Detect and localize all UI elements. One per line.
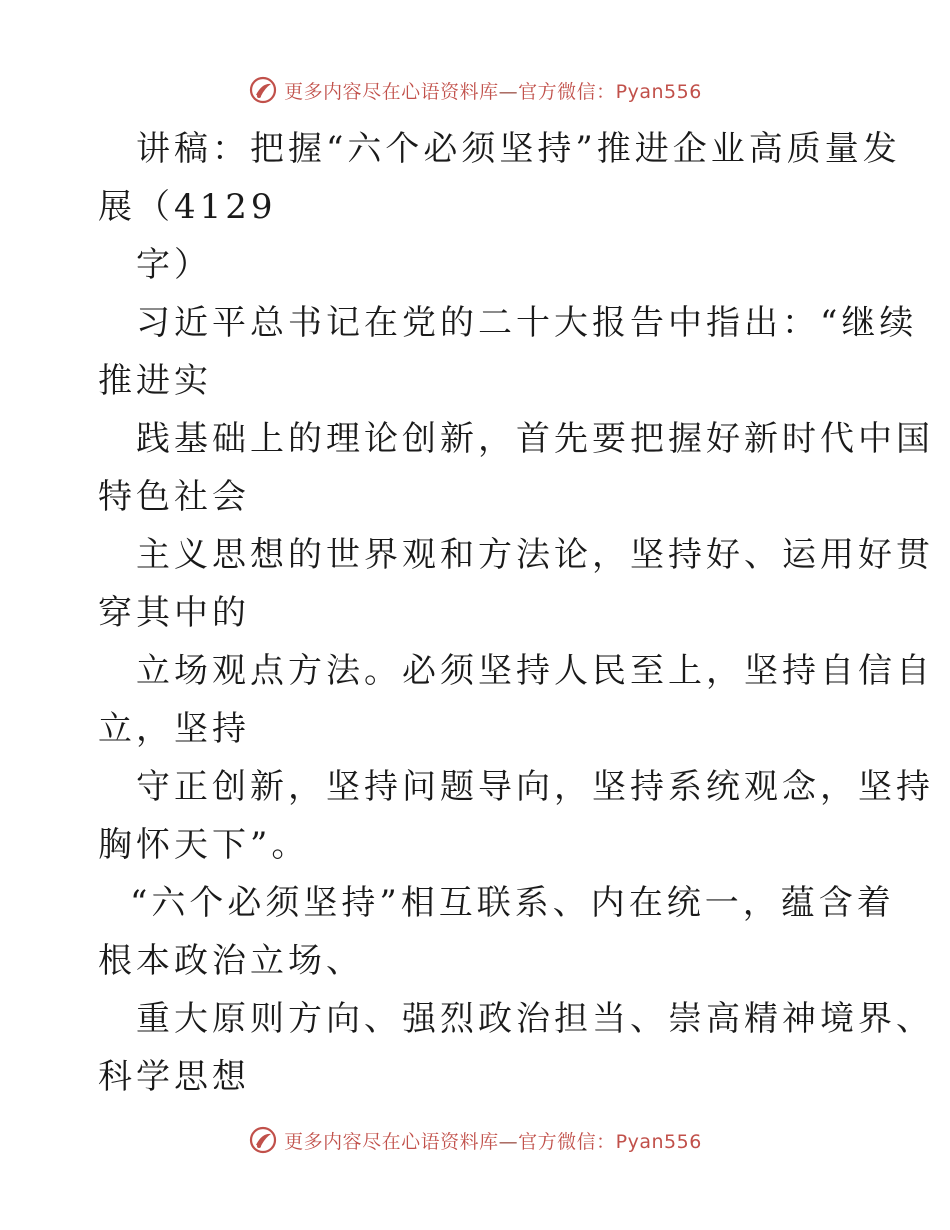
document-body (98, 120, 934, 1106)
body-line: 立场观点方法。必须坚持人民至上，坚持自信自 (136, 651, 934, 691)
title-line-3: 字） (136, 245, 212, 285)
ink-pen-seal-icon (248, 75, 278, 105)
watermark-text: 更多内容尽在心语资料库—官方微信：Pyan556 (284, 1130, 702, 1153)
body-line: 习近平总书记在党的二十大报告中指出：“继续 (136, 303, 918, 343)
body-line: “六个必须坚持”相互联系、内在统一，蕴含着 (130, 883, 895, 923)
body-line: 特色社会 (98, 477, 250, 517)
footer-watermark (0, 1120, 950, 1160)
body-line: 推进实 (98, 361, 212, 401)
body-line: 守正创新，坚持问题导向，坚持系统观念，坚持 (136, 767, 934, 807)
header-watermark (0, 70, 950, 110)
body-line: 践基础上的理论创新，首先要把握好新时代中国 (136, 419, 934, 459)
body-line: 胸怀天下”。 (98, 825, 310, 865)
body-line: 科学思想 (98, 1057, 250, 1097)
body-line: 重大原则方向、强烈政治担当、崇高精神境界、 (136, 999, 934, 1039)
body-line: 主义思想的世界观和方法论，坚持好、运用好贯 (136, 535, 934, 575)
ink-pen-seal-icon (248, 1125, 278, 1155)
title-line-1: 讲稿：把握“六个必须坚持”推进企业高质量发 (136, 129, 901, 169)
watermark-text: 更多内容尽在心语资料库—官方微信：Pyan556 (284, 80, 702, 103)
body-line: 立，坚持 (98, 709, 250, 749)
body-line: 根本政治立场、 (98, 941, 364, 981)
body-line: 穿其中的 (98, 593, 250, 633)
title-line-2: 展（4129 (98, 187, 277, 227)
